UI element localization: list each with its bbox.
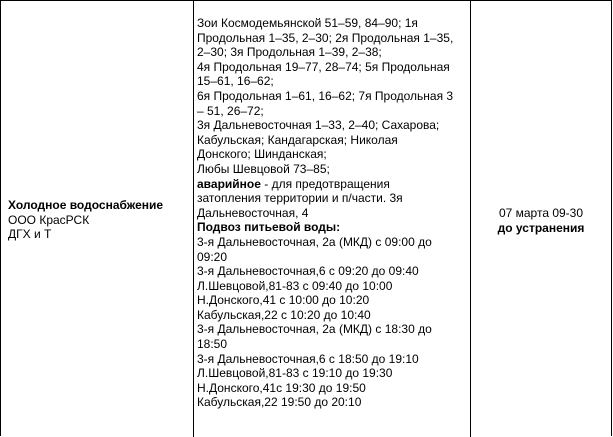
address-line: 2–30; 3я Продольная 1–39, 2–38; <box>197 45 382 60</box>
emergency-line: затопления территории и п/части. 3я <box>197 191 403 206</box>
address-line: Зои Космодемьянской 51–59, 84–90; 1я <box>197 16 418 30</box>
emergency-text: - для предотвращения <box>260 176 390 191</box>
delivery-line: 09:20 <box>197 249 228 264</box>
service-title: Холодное водоснабжение <box>8 198 164 212</box>
emergency-line: Дальневосточная, 4 <box>197 205 309 220</box>
delivery-line: Н.Донского,41с 19:30 до 19:50 <box>197 380 366 395</box>
address-line: – 51, 26–72; <box>197 103 264 118</box>
delivery-title: Подвоз питьевой воды: <box>197 220 341 235</box>
address-line: 4я Продольная 19–77, 28–74; 5я Продольная <box>197 59 450 74</box>
emergency-label: аварийное <box>197 176 261 191</box>
address-line: 6я Продольная 1–61, 16–62; 7я Продольная 3 <box>197 88 454 103</box>
delivery-line: Кабульская,22 19:50 до 20:10 <box>197 395 362 410</box>
service-cell <box>1 1 194 437</box>
delivery-line: 3-я Дальневосточная, 2а (МКД) с 09:00 до <box>197 234 432 249</box>
delivery-line: Л.Шевцовой,81-83 с 09:40 до 10:00 <box>197 278 393 293</box>
delivery-line: 3-я Дальневосточная, 2а (МКД) с 18:30 до <box>197 322 432 337</box>
delivery-line: Л.Шевцовой,81-83 с 19:10 до 19:30 <box>197 366 393 381</box>
delivery-line: Н.Донского,41 с 10:00 до 10:20 <box>197 293 370 308</box>
address-line: Любы Шевцовой 73–85; <box>197 161 330 176</box>
delivery-line: 18:50 <box>197 337 228 352</box>
emergency-line <box>197 177 469 192</box>
address-line: 3я Дальневосточная 1–33, 2–40; Сахарова; <box>197 118 440 133</box>
addresses-text <box>197 16 469 410</box>
address-line: Продольная 1–35, 2–30; 2я Продольная 1–35, <box>197 30 454 45</box>
address-line: Донского; Шинданская; <box>197 147 327 162</box>
period-end: до устранения <box>497 220 585 235</box>
delivery-line: Кабульская,22 с 10:20 до 10:40 <box>197 307 371 322</box>
service-info <box>8 198 163 242</box>
addresses-cell <box>194 1 471 437</box>
service-org: ООО КрасРСК <box>8 212 90 227</box>
service-dept: ДГХ и Т <box>8 227 52 242</box>
address-line: Кабульская; Кандагарская; Николая <box>197 132 398 147</box>
period-start: 07 марта 09-30 <box>498 206 584 220</box>
period-info <box>471 206 611 235</box>
delivery-line: 3-я Дальневосточная,6 с 09:20 до 09:40 <box>197 264 419 279</box>
delivery-line: 3-я Дальневосточная,6 с 18:50 до 19:10 <box>197 351 419 366</box>
address-line: 15–61, 16–62; <box>197 74 274 89</box>
period-cell <box>471 1 611 437</box>
